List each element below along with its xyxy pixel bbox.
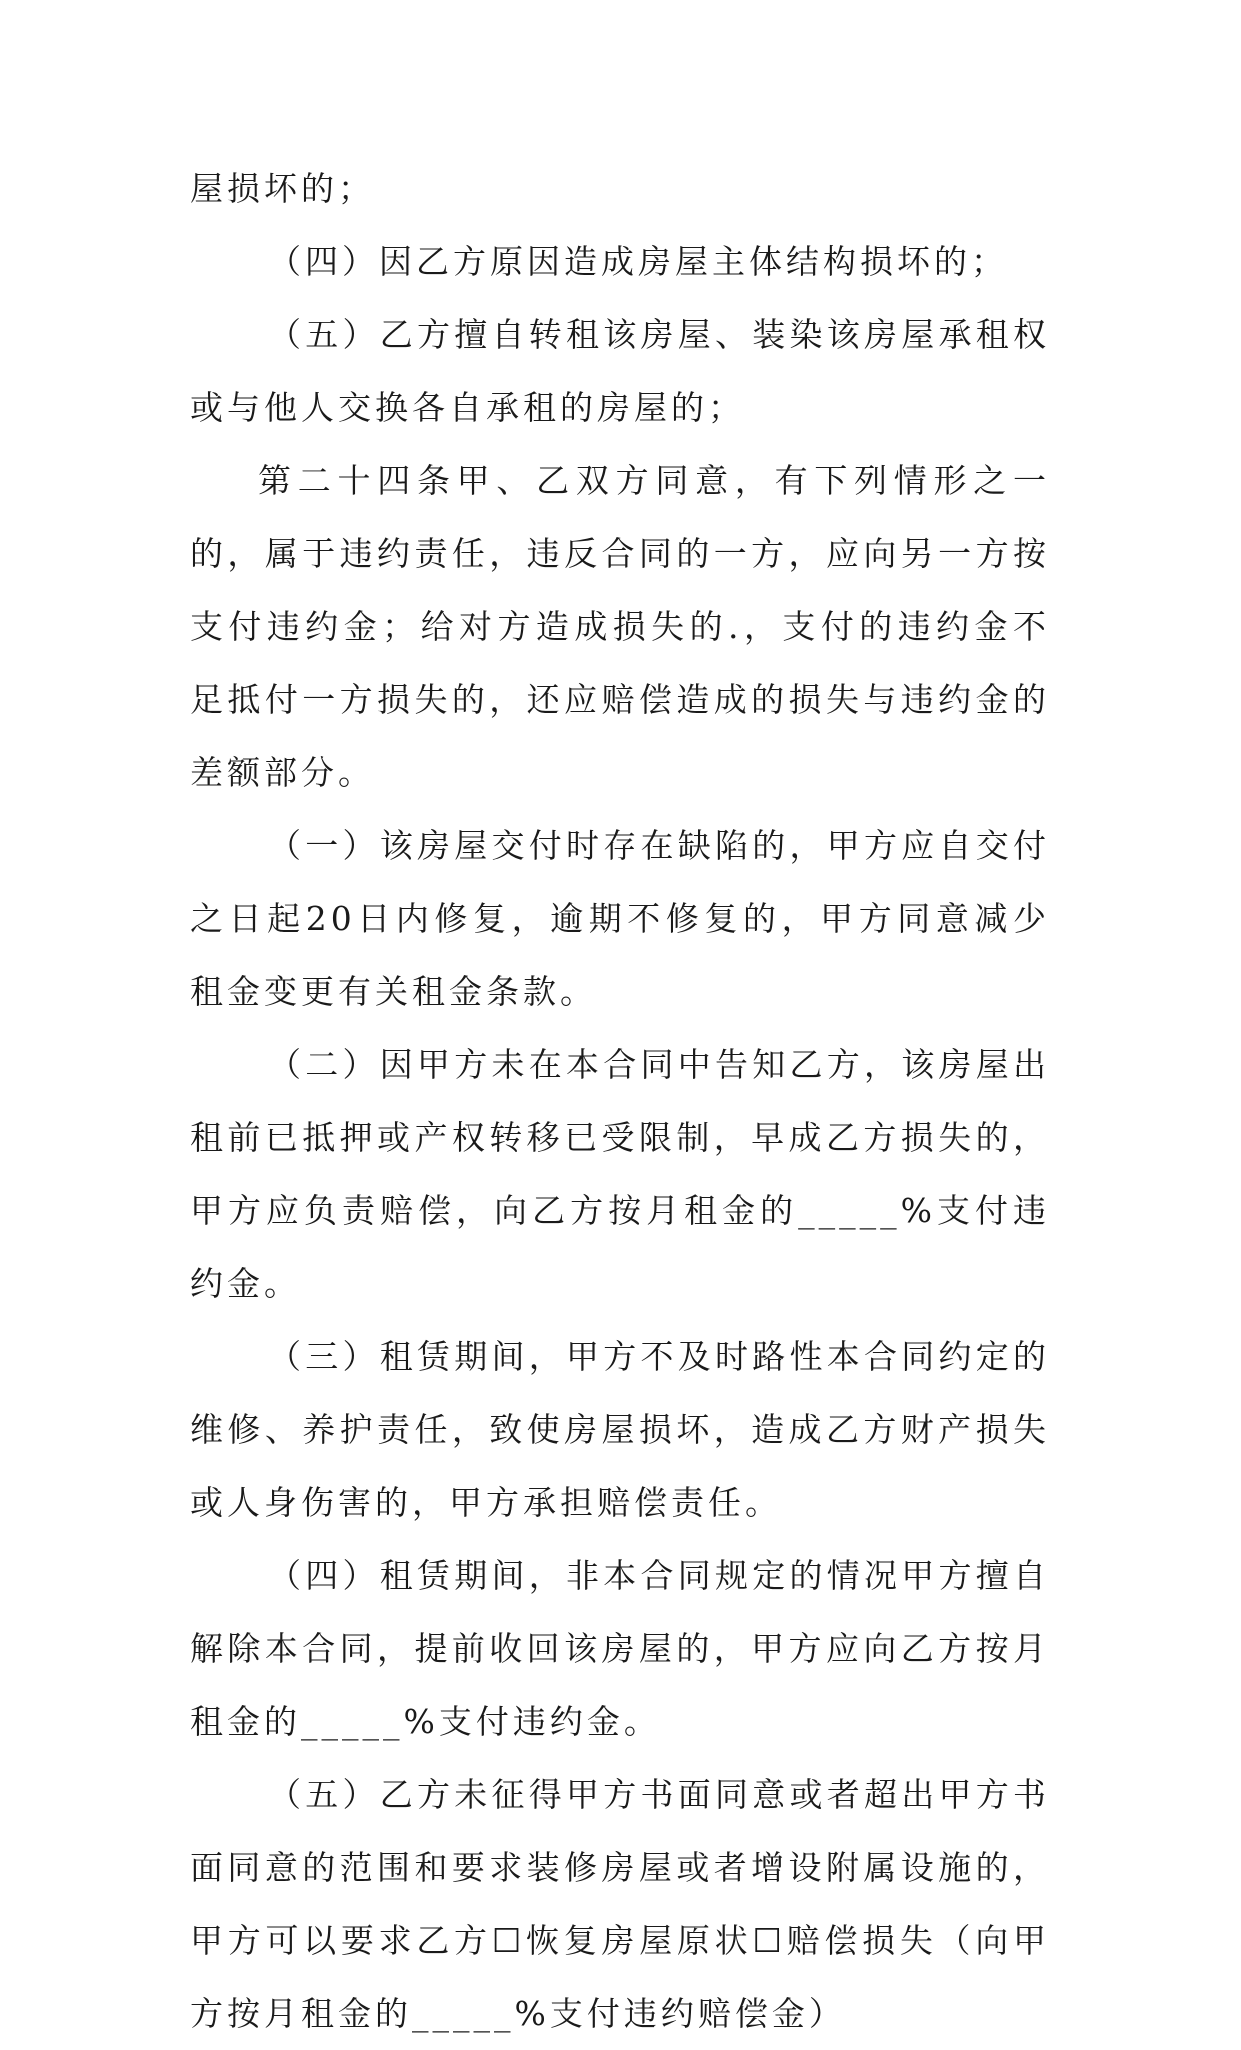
paragraph-item-5: （五）乙方未征得甲方书面同意或者超出甲方书面同意的范围和要求装修房屋或者增设附属设施的，甲方可以要求乙方☐恢复房屋原状☐赔偿损失（向甲方按月租金的_____%支付违约赔偿金）	[190, 1775, 1050, 2033]
paragraph-clause-5: （五）乙方擅自转租该房屋、装染该房屋承租权或与他人交换各自承租的房屋的；	[190, 315, 1050, 427]
paragraph-item-1: （一）该房屋交付时存在缺陷的，甲方应自交付之日起20日内修复，逾期不修复的，甲方同意减少租金变更有关租金条款。	[190, 826, 1050, 1011]
paragraph-clause-4: （四）因乙方原因造成房屋主体结构损坏的；	[268, 242, 1008, 281]
paragraph-continuation: 屋损坏的；	[190, 169, 375, 208]
paragraph-article-24: 第二十四条甲、乙双方同意，有下列情形之一的，属于违约责任，违反合同的一方，应向另一方按支付违约金；给对方造成损失的.，支付的违约金不足抵付一方损失的，还应赔偿造成的损失与违约金的差额部分。	[190, 461, 1050, 792]
paragraph-item-3: （三）租赁期间，甲方不及时路性本合同约定的维修、养护责任，致使房屋损坏，造成乙方财产损失或人身伤害的，甲方承担赔偿责任。	[190, 1337, 1050, 1522]
paragraph-item-4: （四）租赁期间，非本合同规定的情况甲方擅自解除本合同，提前收回该房屋的，甲方应向乙方按月租金的_____%支付违约金。	[190, 1556, 1050, 1741]
document-body	[190, 152, 1050, 2050]
paragraph-item-2: （二）因甲方未在本合同中告知乙方，该房屋出租前已抵押或产权转移已受限制，早成乙方损失的，甲方应负责赔偿，向乙方按月租金的_____%支付违约金。	[190, 1045, 1050, 1303]
